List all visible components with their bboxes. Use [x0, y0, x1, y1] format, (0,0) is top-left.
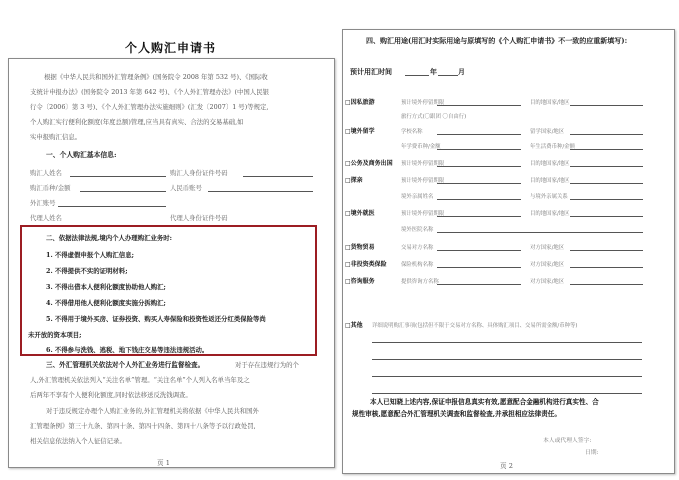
month-label: 月	[458, 67, 465, 76]
purpose-checkbox[interactable]: □境外就医	[345, 210, 375, 217]
fx-account-field[interactable]	[58, 206, 166, 207]
purpose-field-label: 旅行方式(〇跟团 〇自由行)	[401, 114, 467, 120]
currency-amount-field[interactable]	[80, 191, 166, 192]
purpose-input-line[interactable]	[570, 183, 643, 184]
purpose-field-label: 年生活费币种/金额	[530, 144, 575, 150]
purpose-checkbox[interactable]: □因私旅游	[345, 99, 375, 106]
purpose-field-label: 预计境外停留期限	[401, 100, 445, 106]
purpose-input-line[interactable]	[437, 250, 521, 251]
page2-number: 页 2	[500, 462, 513, 470]
purpose-input-line[interactable]	[570, 149, 643, 150]
purpose-field-label: 年学费币种/金额	[401, 144, 441, 150]
purpose-field-label: 学校名称	[401, 129, 423, 135]
intro-line-1: 根据《中华人民共和国外汇管理条例》(国务院令 2008 年第 532 号)、《国际收	[44, 73, 268, 81]
rule-2: 2. 不得提供不实的证明材料;	[46, 267, 128, 275]
purpose-field-label: 交易对方名称	[401, 245, 434, 251]
purpose-input-line[interactable]	[570, 134, 643, 135]
rule-1: 1. 不得虚假申报个人购汇信息;	[46, 251, 134, 259]
purpose-input-line[interactable]	[437, 199, 521, 200]
rule-3: 3. 不得出借本人便利化额度协助他人购汇;	[46, 283, 166, 291]
rule-5-cont: 未开放的资本项目;	[28, 331, 82, 339]
penalty-line-1: 对于违反规定办理个人购汇业务的,外汇管理机关将依据《中华人民共和国外	[46, 407, 259, 415]
other-line-4[interactable]	[372, 393, 642, 394]
purpose-field-label: 对方国家/地区	[530, 262, 565, 268]
other-label: □其他	[345, 322, 363, 329]
other-line-3[interactable]	[372, 376, 642, 377]
page1-title: 个人购汇申请书	[124, 41, 216, 55]
intro-line-4: 个人购汇实行便利化额度(年度总额)管理,应当具有真实、合法的交易基础,如	[30, 118, 244, 126]
purpose-input-line[interactable]	[437, 183, 521, 184]
buyer-id-field[interactable]	[243, 176, 313, 177]
purpose-input-line[interactable]	[570, 199, 643, 200]
other-line-1[interactable]	[372, 342, 642, 343]
month-field[interactable]	[438, 75, 458, 76]
purpose-field-label: 对方国家/地区	[530, 245, 565, 251]
purpose-input-line[interactable]	[570, 105, 643, 106]
other-line-2[interactable]	[372, 359, 642, 360]
purpose-input-line[interactable]	[437, 267, 521, 268]
buyer-name-field[interactable]	[70, 176, 166, 177]
purpose-field-label: 境外医院名称	[401, 227, 434, 233]
currency-amount-label: 购汇币种/金额	[30, 184, 71, 192]
rmb-account-field[interactable]	[208, 191, 313, 192]
section3-line-2: 人,外汇管理机关依法列入“关注名单”管理。“关注名单”个人列入名单当年及之	[30, 376, 250, 384]
rule-5: 5. 不得用于境外买房、证券投资、购买人寿保险和投资性返还分红类保险等尚	[46, 315, 266, 323]
purpose-field-label: 目的地国家/地区	[530, 161, 570, 167]
purpose-checkbox[interactable]: □货物贸易	[345, 244, 375, 251]
other-description: 详细说明购汇事项(包括但不限于交易对方名称、具体购汇项目、交易所需金额/币种等)	[372, 323, 578, 329]
buyer-name-label: 购汇人姓名	[30, 169, 62, 177]
purpose-field-label: 提供咨询方名称	[401, 279, 439, 285]
purpose-input-line[interactable]	[437, 216, 521, 217]
purpose-checkbox[interactable]: □咨询服务	[345, 278, 375, 285]
date-label: 日期:	[585, 450, 599, 456]
agent-name-label: 代理人姓名	[30, 214, 62, 222]
purpose-input-line[interactable]	[437, 284, 521, 285]
penalty-line-3: 相关信息依法纳入个人征信记录。	[30, 437, 126, 445]
purpose-field-label: 预计境外停留期限	[401, 211, 445, 217]
purpose-field-label: 与境外亲属关系	[530, 194, 568, 200]
section3-heading: 三、外汇管理机关依法对个人外汇业务进行监督检查。	[46, 361, 205, 369]
declaration-line-1: 本人已知晓上述内容,保证申报信息真实有效,愿意配合金融机构进行真实性、合	[370, 398, 599, 406]
purpose-field-label: 目的地国家/地区	[530, 100, 570, 106]
penalty-line-2: 汇管理条例》第三十九条、第四十条、第四十四条、第四十八条等予以行政处罚,	[30, 422, 256, 430]
purpose-field-label: 对方国家/地区	[530, 279, 565, 285]
intro-line-5: 实申报购汇信息。	[30, 133, 82, 141]
purpose-input-line[interactable]	[437, 149, 521, 150]
purpose-checkbox[interactable]: □境外留学	[345, 128, 375, 135]
purpose-field-label: 保险机构名称	[401, 262, 434, 268]
rmb-account-label: 人民币账号	[170, 184, 202, 192]
section3-line-3: 后两年不享有个人便利化额度,同时依法移送反洗钱调查。	[30, 391, 192, 399]
purpose-input-line[interactable]	[437, 105, 521, 106]
intro-line-3: 行令〔2006〕第 3 号)、《个人外汇管理办法实施细则》(汇发〔2007〕1 号)等规定,	[30, 103, 269, 111]
intro-line-2: 支统计申报办法》(国务院令 2013 年第 642 号)、《个人外汇管理办法》(中国人民银	[30, 88, 269, 96]
purpose-field-label: 预计境外停留期限	[401, 161, 445, 167]
purpose-field-label: 预计境外停留期限	[401, 178, 445, 184]
buyer-id-label: 购汇人身份证件号码	[170, 169, 228, 177]
purpose-checkbox[interactable]: □公务及商务出国	[345, 160, 393, 167]
purpose-input-line[interactable]	[570, 267, 643, 268]
page1-number: 页 1	[157, 459, 170, 467]
purpose-input-line[interactable]	[437, 166, 521, 167]
rule-6: 6. 不得参与洗钱、逃税、地下钱庄交易等违法违规活动。	[46, 346, 209, 354]
section1-heading: 一、个人购汇基本信息:	[46, 151, 117, 159]
agent-id-label: 代理人身份证件号码	[170, 214, 228, 222]
purpose-checkbox[interactable]: □非投资类保险	[345, 261, 387, 268]
purpose-input-line[interactable]	[570, 284, 643, 285]
purpose-input-line[interactable]	[570, 166, 643, 167]
purpose-checkbox[interactable]: □探亲	[345, 177, 363, 184]
purpose-input-line[interactable]	[437, 232, 643, 233]
declaration-line-2: 规性审核,愿意配合外汇管理机关调查和监督检查,并承担相应法律责任。	[352, 410, 561, 418]
purpose-input-line[interactable]	[570, 216, 643, 217]
purpose-field-label: 目的地国家/地区	[530, 211, 570, 217]
purpose-field-label: 境外亲属姓名	[401, 194, 434, 200]
year-field[interactable]	[405, 75, 429, 76]
section2-heading: 二、依据法律法规,境内个人办理购汇业务时:	[46, 234, 173, 242]
purpose-field-label: 目的地国家/地区	[530, 178, 570, 184]
section3-line-1: 对于存在违规行为的个	[235, 361, 299, 369]
purpose-heading: 四、购汇用途(用汇时实际用途与原填写的《个人购汇申请书》不一致的应重新填写):	[366, 36, 628, 45]
year-label: 年	[430, 67, 437, 76]
signature-label: 本人或代理人签字:	[543, 438, 592, 444]
fx-account-label: 外汇账号	[30, 199, 56, 207]
rule-4: 4. 不得借用他人便利化额度实施分拆购汇;	[46, 299, 166, 307]
expected-time-label: 预计用汇时间	[350, 67, 392, 76]
purpose-field-label: 留学国家/地区	[530, 129, 565, 135]
purpose-input-line[interactable]	[570, 250, 643, 251]
purpose-input-line[interactable]	[437, 134, 521, 135]
